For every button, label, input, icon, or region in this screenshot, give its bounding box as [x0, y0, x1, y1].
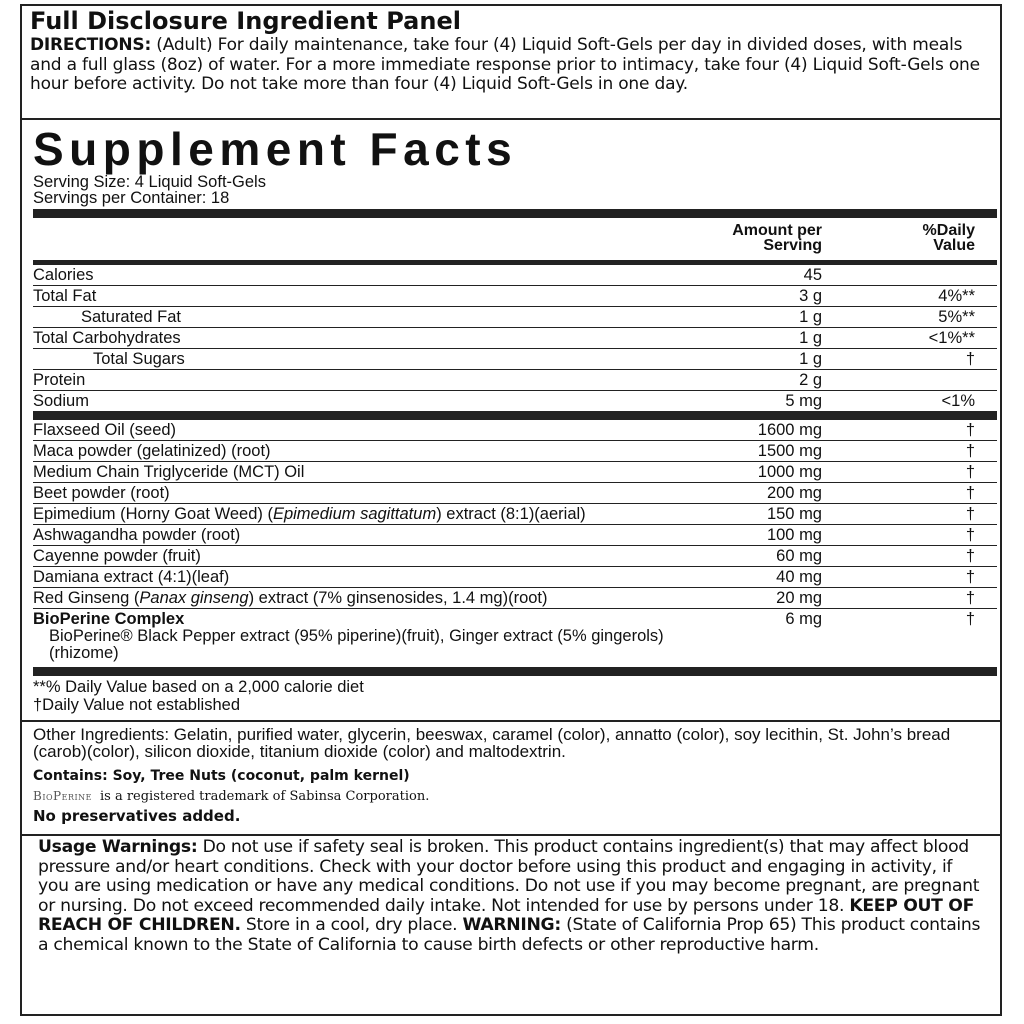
table-row	[33, 390, 997, 411]
table-row	[33, 348, 997, 369]
table-row	[33, 440, 997, 461]
row-amount: 3 g	[799, 287, 822, 305]
disclosure-section	[30, 8, 992, 95]
row-daily-value: †	[965, 568, 975, 586]
row-amount: 200 mg	[766, 484, 822, 502]
row-daily-value: †	[965, 526, 975, 544]
keep-out-of-reach: KEEP OUT OF REACH OF CHILDREN.	[38, 895, 975, 936]
table-row	[33, 265, 997, 285]
row-name: Total Fat	[33, 287, 97, 305]
row-name: Damiana extract (4:1)(leaf)	[33, 568, 230, 586]
contains-allergens: Contains: Soy, Tree Nuts (coconut, palm kernel)	[33, 768, 410, 784]
thick-rule	[33, 411, 997, 420]
row-daily-value: <1%**	[928, 329, 975, 347]
row-daily-value: †	[965, 484, 975, 502]
row-amount: 40 mg	[776, 568, 822, 586]
row-amount: 1600 mg	[757, 421, 822, 439]
header-dv-line1: %Daily	[922, 222, 975, 239]
divider	[20, 118, 1002, 120]
row-name-part: Epimedium (Horny Goat Weed) (	[33, 505, 273, 523]
row-daily-value: 5%**	[938, 308, 975, 326]
row-daily-value: 4%**	[938, 287, 975, 305]
row-name: Maca powder (gelatinized) (root)	[33, 442, 271, 460]
footnote-not-established: †Daily Value not established	[33, 695, 240, 714]
table-row	[33, 545, 997, 566]
row-name: Calories	[33, 266, 94, 284]
row-name: Total Carbohydrates	[33, 329, 181, 347]
table-row	[33, 327, 997, 348]
ingredient-rows	[33, 420, 997, 608]
row-daily-value: †	[965, 463, 975, 481]
warnings-text-1: Do not use if safety seal is broken. This product contains ingredient(s) that may affect blood pressure and/or heart conditions. Check with your doctor before using this product and engaging in activity, if you are using medication or have any medical conditions. Do not use if you may become pregnant, are pregnant or nursing. Do not exceed recommended daily intake. Not intended for use by persons under 18.	[38, 837, 980, 916]
directions-label: DIRECTIONS:	[30, 35, 152, 55]
complex-name: BioPerine Complex	[33, 610, 185, 628]
complex-amount: 6 mg	[785, 610, 822, 628]
header-daily-value	[923, 223, 975, 253]
row-daily-value: †	[965, 350, 975, 368]
complex-dv: †	[965, 610, 975, 628]
other-ingredients: Other Ingredients: Gelatin, purified water, glycerin, beeswax, caramel (color), annatto (color), soy lecithin, St. John’s bread (carob)(color), silicon dioxide, titanium dioxide (color) and maltodextrin.	[33, 725, 951, 761]
row-amount: 20 mg	[776, 589, 822, 607]
table-row	[33, 587, 997, 608]
header-amount	[732, 223, 822, 253]
servings-per-container: Servings per Container: 18	[33, 189, 230, 207]
row-name	[33, 506, 997, 523]
row-name: Saturated Fat	[81, 308, 181, 326]
table-row	[33, 566, 997, 587]
serving-size: Serving Size: 4 Liquid Soft-Gels	[33, 173, 266, 191]
table-row	[33, 524, 997, 545]
footnotes	[33, 676, 997, 718]
supplement-facts-panel	[33, 124, 997, 718]
row-amount: 2 g	[799, 371, 822, 389]
row-name: Medium Chain Triglyceride (MCT) Oil	[33, 463, 305, 481]
row-name-latin: Panax ginseng	[139, 589, 249, 607]
row-daily-value: <1%	[941, 392, 975, 410]
row-name: Total Sugars	[93, 350, 185, 368]
row-amount: 5 mg	[785, 392, 822, 410]
row-amount: 150 mg	[766, 505, 822, 523]
warnings-label: Usage Warnings:	[38, 837, 198, 857]
row-name: Beet powder (root)	[33, 484, 170, 502]
table-row	[33, 503, 997, 524]
row-name: Sodium	[33, 392, 89, 410]
directions-text	[30, 36, 992, 95]
nutrient-rows	[33, 265, 997, 411]
header-amount-line1: Amount per	[732, 222, 822, 239]
warnings-text-3: (State of California Prop 65) This product contains a chemical known to the State of California to cause birth defects or other reproductive harm.	[38, 915, 981, 955]
thick-rule	[33, 667, 997, 676]
table-row	[33, 420, 997, 440]
usage-warnings	[38, 838, 988, 956]
facts-title: Supplement Facts	[33, 123, 518, 175]
complex-detail: BioPerine® Black Pepper extract (95% piperine)(fruit), Ginger extract (5% gingerols)(rhizome)	[49, 627, 664, 662]
row-name-part: Red Ginseng (	[33, 589, 140, 607]
table-row	[33, 285, 997, 306]
footnote-dv: **% Daily Value based on a 2,000 calorie diet	[33, 678, 364, 696]
trademark-text: is a registered trademark of Sabinsa Corporation.	[99, 789, 430, 804]
divider	[20, 834, 1002, 836]
other-section	[33, 726, 993, 825]
row-name	[33, 590, 997, 607]
row-amount: 1000 mg	[757, 463, 822, 481]
row-amount: 60 mg	[776, 547, 822, 565]
row-amount: 1500 mg	[757, 442, 822, 460]
row-name-latin: Epimedium sagittatum	[272, 505, 437, 523]
row-daily-value: †	[965, 589, 975, 607]
warnings-text-2: Store in a cool, dry place.	[240, 915, 463, 936]
row-amount: 100 mg	[766, 526, 822, 544]
no-preservatives: No preservatives added.	[33, 807, 241, 825]
row-name-part: ) extract (7% ginsenosides, 1.4 mg)(root)	[248, 589, 548, 607]
disclosure-title: Full Disclosure Ingredient Panel	[30, 7, 461, 35]
row-amount: 1 g	[799, 329, 822, 347]
row-daily-value: †	[965, 421, 975, 439]
row-name: Protein	[33, 371, 86, 389]
trademark-note	[33, 788, 993, 805]
table-row	[33, 306, 997, 327]
row-name: Flaxseed Oil (seed)	[33, 421, 177, 439]
row-amount: 45	[803, 266, 822, 284]
facts-header	[33, 218, 997, 260]
divider	[20, 720, 1002, 722]
row-amount: 1 g	[799, 350, 822, 368]
row-daily-value: †	[965, 505, 975, 523]
row-name: Cayenne powder (fruit)	[33, 547, 201, 565]
table-row	[33, 608, 997, 663]
header-dv-line2: Value	[933, 237, 975, 254]
row-daily-value: †	[965, 547, 975, 565]
row-name: Ashwagandha powder (root)	[33, 526, 241, 544]
row-daily-value: †	[965, 442, 975, 460]
table-row	[33, 369, 997, 390]
row-name-part: ) extract (8:1)(aerial)	[436, 505, 586, 523]
table-row	[33, 482, 997, 503]
row-amount: 1 g	[799, 308, 822, 326]
table-row	[33, 461, 997, 482]
directions-body: (Adult) For daily maintenance, take four (4) Liquid Soft-Gels per day in divided doses, with meals and a full glass (8oz) of water. For a more immediate response prior to intimacy, take four (4) Liquid Soft-Gels one hour before activity. Do not take more than four (4) Liquid Soft-Gels in one day.	[30, 35, 980, 94]
prop65-label: WARNING:	[462, 915, 561, 936]
header-amount-line2: Serving	[763, 237, 822, 254]
bioperine-logo: BioPerine	[33, 789, 92, 803]
thick-rule	[33, 209, 997, 218]
